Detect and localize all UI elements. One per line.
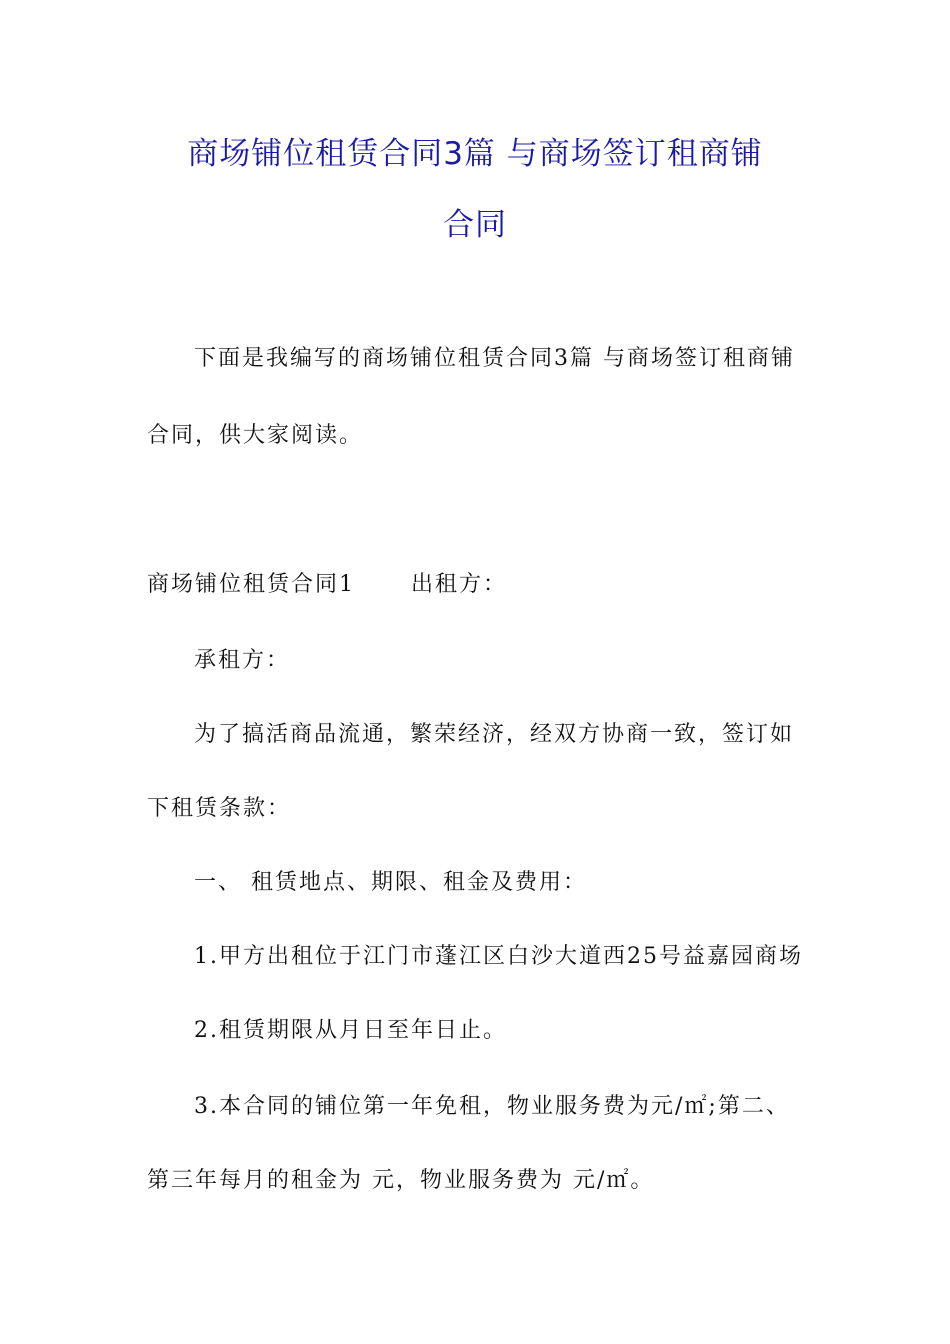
purpose-line-1: 为了搞活商品流通，繁荣经济，经双方协商一致，签订如 [194,722,795,747]
lessee-label: 承租方： [194,648,291,673]
clause-1: 1.甲方出租位于江门市蓬江区白沙大道西25号益嘉园商场 [194,944,803,969]
section-1-title: 一、 租赁地点、期限、租金及费用： [194,870,587,895]
clause-3-line-2: 第三年每月的租金为 元，物业服务费为 元/㎡。 [147,1168,655,1193]
lessor-label: 出租方： [411,572,508,597]
clause-3-line-1: 3.本合同的铺位第一年免租，物业服务费为元/㎡;第二、 [194,1094,790,1119]
intro-line-1: 下面是我编写的商场铺位租赁合同3篇 与商场签订租商铺 [194,346,795,371]
document-title-line-2: 合同 [443,207,507,243]
clause-2: 2.租赁期限从月日至年日止。 [194,1018,507,1043]
intro-line-2: 合同，供大家阅读。 [147,423,364,448]
contract-heading: 商场铺位租赁合同1 [147,572,355,597]
purpose-line-2: 下租赁条款： [147,796,292,821]
document-title-line-1: 商场铺位租赁合同3篇 与商场签订租商铺 [187,136,763,172]
contract-heading-row [147,570,507,600]
